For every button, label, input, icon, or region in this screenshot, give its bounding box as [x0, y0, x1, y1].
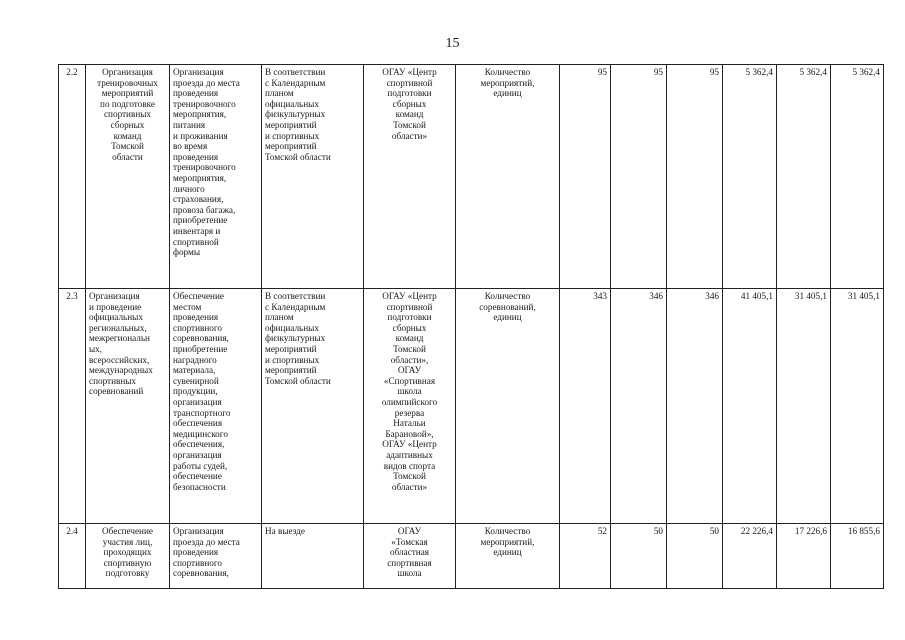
activity-basis: В соответствии с Календарным планом официальных физкультурных мероприятий и спортивных мероприятий Томской области: [262, 65, 364, 289]
activity-content: Организация проезда до места проведения тренировочного мероприятия, питания и проживания во время проведения тренировочного мероприятия, личного страхования, провоза багажа, приобретение инвентаря и спортивной формы: [170, 65, 262, 289]
activity-basis: На выезде: [262, 524, 364, 589]
funding-value-1: 5 362,4: [723, 65, 777, 289]
page-number: 15: [445, 36, 460, 51]
activity-content: Обеспечение местом проведения спортивного соревнования, приобретение наградного материала, сувенирной продукции, организация транспортного обеспечения медицинского обеспечения, организация работы судей, обеспечение безопасности: [170, 289, 262, 524]
indicator-value-2: 346: [611, 289, 667, 524]
table-row: [59, 65, 884, 289]
executor: ОГАУ «Центр спортивной подготовки сборных команд Томской области», ОГАУ «Спортивная школа олимпийского резерва Натальи Барановой», ОГАУ «Центр адаптивных видов спорта Томской области»: [364, 289, 456, 524]
indicator-value-1: 343: [560, 289, 611, 524]
indicator-value-1: 95: [560, 65, 611, 289]
row-number: 2.2: [59, 65, 86, 289]
indicator-value-2: 95: [611, 65, 667, 289]
table-row: [59, 524, 884, 589]
indicator-value-3: 95: [667, 65, 723, 289]
indicator-value-3: 50: [667, 524, 723, 589]
activity-name: Обеспечение участия лиц, проходящих спортивную подготовку: [86, 524, 170, 589]
program-activities-table: [58, 64, 884, 589]
activity-basis: В соответствии с Календарным планом официальных физкультурных мероприятий и спортивных мероприятий Томской области: [262, 289, 364, 524]
executor: ОГАУ «Центр спортивной подготовки сборных команд Томской области»: [364, 65, 456, 289]
table-row: [59, 289, 884, 524]
funding-value-3: 5 362,4: [831, 65, 884, 289]
indicator-name: Количество мероприятий, единиц: [456, 524, 560, 589]
activity-name: Организация и проведение официальных региональных, межрегиональн ых, всероссийских, международных спортивных соревнований: [86, 289, 170, 524]
funding-value-3: 31 405,1: [831, 289, 884, 524]
row-number: 2.4: [59, 524, 86, 589]
executor: ОГАУ «Томская областная спортивная школа: [364, 524, 456, 589]
indicator-value-3: 346: [667, 289, 723, 524]
funding-value-1: 22 226,4: [723, 524, 777, 589]
row-number: 2.3: [59, 289, 86, 524]
funding-value-2: 31 405,1: [777, 289, 831, 524]
funding-value-2: 17 226,6: [777, 524, 831, 589]
activity-content: Организация проезда до места проведения спортивного соревнования,: [170, 524, 262, 589]
indicator-value-2: 50: [611, 524, 667, 589]
indicator-value-1: 52: [560, 524, 611, 589]
funding-value-1: 41 405,1: [723, 289, 777, 524]
activity-name: Организация тренировочных мероприятий по подготовке спортивных сборных команд Томской области: [86, 65, 170, 289]
indicator-name: Количество мероприятий, единиц: [456, 65, 560, 289]
funding-value-2: 5 362,4: [777, 65, 831, 289]
funding-value-3: 16 855,6: [831, 524, 884, 589]
indicator-name: Количество соревнований, единиц: [456, 289, 560, 524]
